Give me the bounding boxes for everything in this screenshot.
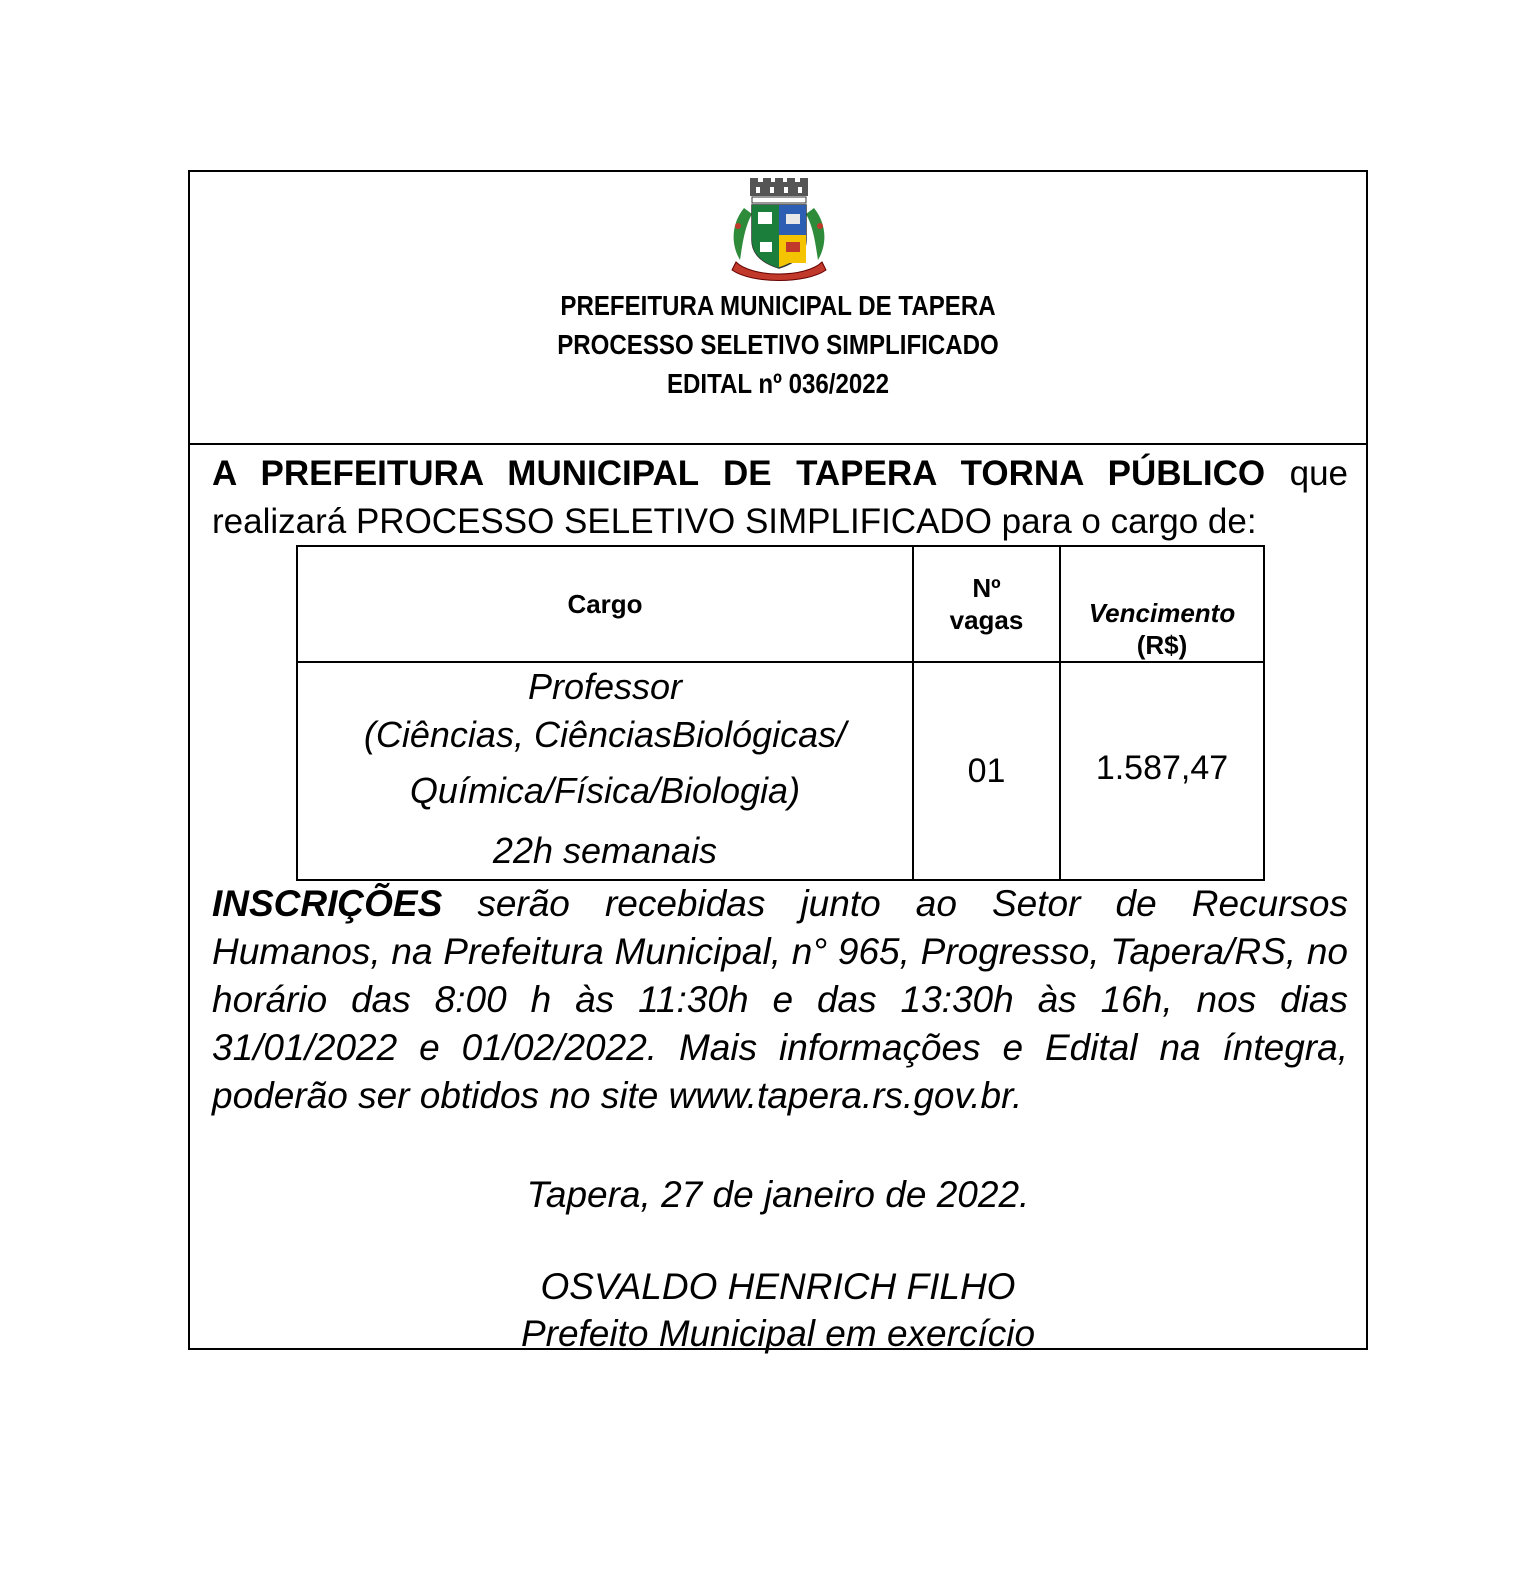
municipal-crest-logo <box>722 178 836 282</box>
header-cell-vagas <box>913 546 1060 662</box>
notice-frame <box>188 170 1368 1354</box>
header-cargo-label: Cargo <box>567 589 643 619</box>
header-vagas-line1: Nº <box>972 573 1001 603</box>
intro-paragraph <box>212 450 1348 546</box>
header-line-edital: EDITAL nº 036/2022 <box>666 368 890 399</box>
header-vencimento-line1: Vencimento <box>1088 598 1236 628</box>
signatory-role: Prefeito Municipal em exercício <box>520 1313 1036 1354</box>
notice-header <box>190 172 1366 445</box>
registration-rest-text: serão recebidas junto ao Setor de Recursos Humanos, na Prefeitura Municipal, n° 965, Progresso, Tapera/RS, no horário das 8:00 h às 11:30h e das 13:30h às 16h, nos dias 31/01/2022 e 01/02/2022. Mais informações e Edital na íntegra, poderão ser obtidos no site www.tapera.rs.gov.br. <box>212 883 1348 1116</box>
header-cell-cargo <box>297 546 913 662</box>
positions-table <box>296 545 1265 881</box>
cargo-subjects-line1: (Ciências, CiênciasBiológicas/ <box>363 714 847 755</box>
table-row <box>297 662 1264 880</box>
cargo-subjects-line2: Química/Física/Biologia) <box>409 770 801 811</box>
cargo-cell <box>297 662 913 880</box>
header-vencimento-line2: (R$) <box>1136 630 1188 660</box>
header-vagas-line2: vagas <box>949 605 1024 635</box>
intro-rest-text: que realizará PROCESSO SELETIVO SIMPLIFICADO para o cargo de: <box>212 454 1349 541</box>
registration-paragraph <box>212 880 1348 1120</box>
date-line: Tapera, 27 de janeiro de 2022. <box>526 1174 1030 1215</box>
header-cell-vencimento <box>1060 546 1264 662</box>
registration-bold-lead: INSCRIÇÕES <box>212 883 443 924</box>
signatory-name: OSVALDO HENRICH FILHO <box>540 1266 1016 1307</box>
cargo-title: Professor <box>527 666 683 707</box>
header-line-prefeitura: PREFEITURA MUNICIPAL DE TAPERA <box>560 290 996 321</box>
intro-bold-lead: A PREFEITURA MUNICIPAL DE TAPERA TORNA PÚBLICO <box>212 454 1266 493</box>
header-line-processo: PROCESSO SELETIVO SIMPLIFICADO <box>557 329 999 360</box>
table-header-row <box>297 546 1264 662</box>
cargo-hours: 22h semanais <box>492 830 718 871</box>
vagas-cell: 01 <box>913 662 1060 880</box>
vencimento-cell: 1.587,47 <box>1060 662 1264 880</box>
